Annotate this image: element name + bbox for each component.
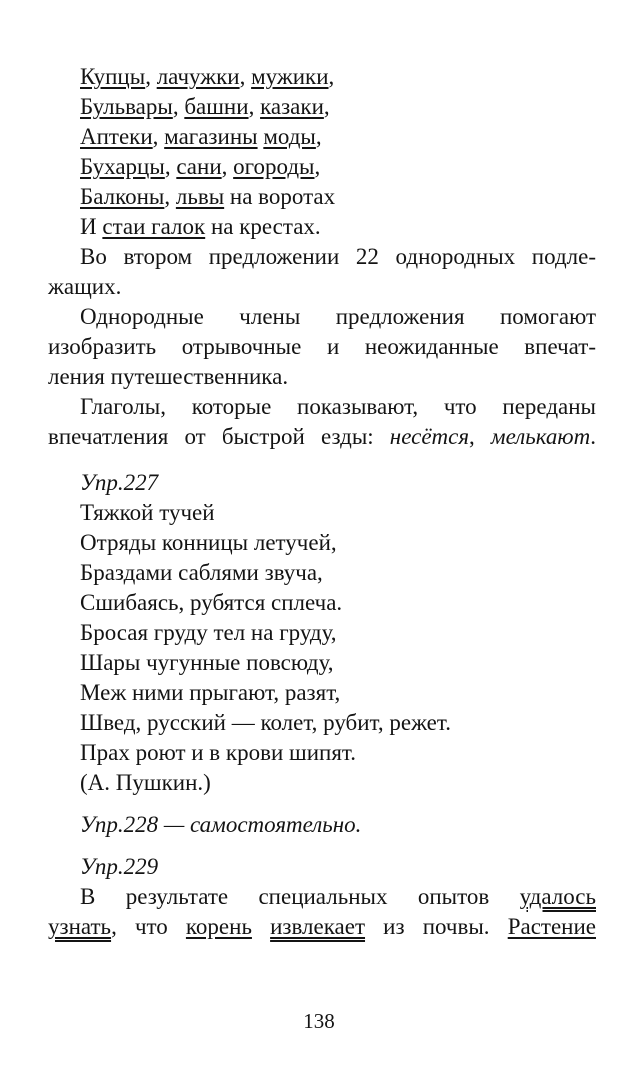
punct: ,	[221, 154, 234, 179]
subject-word: лачужки	[156, 64, 240, 89]
paragraph-line	[48, 422, 596, 452]
subject-word: казаки	[260, 94, 324, 119]
page-body	[48, 62, 596, 942]
punct: ,	[164, 184, 176, 209]
subject-word: магазины	[164, 124, 258, 149]
paragraph-verbs	[48, 392, 596, 452]
punct: ,	[248, 94, 261, 119]
poem-line: Шары чугунные повсюду,	[80, 650, 334, 675]
predicate-word: извлекает	[270, 914, 366, 939]
paragraph-line: ления путешественника.	[48, 364, 289, 389]
poem-line: Браздами саблями звуча,	[80, 560, 323, 585]
punct: ,	[145, 64, 157, 89]
punct: ,	[328, 64, 335, 89]
subject-word: Бульвары	[80, 94, 173, 119]
punct: ,	[239, 64, 252, 89]
poem-line: Отряды конницы летучей,	[80, 530, 337, 555]
poem-line: Прах роют и в крови шипят.	[80, 740, 356, 765]
paragraph-line: Во втором предложении 22 однородных подле-	[80, 244, 596, 269]
subject-word: корень	[185, 914, 252, 939]
text: В результате специальных опытов	[80, 884, 520, 909]
poem-1-line-4	[48, 152, 596, 182]
poem-line: Бросая груду тел на груду,	[80, 620, 337, 645]
predicate-word: удалось	[519, 884, 596, 909]
poem-line: Тяжкой тучей	[80, 500, 215, 525]
verb-italic: мелькают	[490, 424, 591, 449]
paragraph-line: изобразить отрывочные и неожиданные впечат-	[48, 334, 596, 359]
poem-line: Швед, русский — колет, рубит, режет.	[80, 710, 451, 735]
spacer	[48, 452, 596, 468]
paragraph-subjects	[48, 242, 596, 302]
punct: ,	[164, 154, 177, 179]
paragraph-line: жащих.	[48, 274, 122, 299]
text	[252, 914, 270, 939]
exercise-heading: Упр.229	[80, 854, 159, 879]
line-tail: на крестах.	[205, 214, 321, 239]
poem-line: Меж ними прыгают, разят,	[80, 680, 341, 705]
text: впечатления от быстрой езды:	[48, 424, 390, 449]
punct: ,	[323, 94, 330, 119]
subject-word: Балконы	[80, 184, 165, 209]
verb-italic: несётся	[389, 424, 470, 449]
spacer	[48, 840, 596, 852]
subject-word: стаи галок	[102, 214, 206, 239]
exercise-heading: Упр.227	[80, 470, 159, 495]
line-head: И	[80, 214, 103, 239]
poem-1-line-5	[48, 182, 596, 212]
subject-word: сани	[176, 154, 222, 179]
subject-word: мужики	[251, 64, 329, 89]
punct: ,	[315, 124, 322, 149]
spacer	[48, 798, 596, 810]
exercise-229	[48, 852, 596, 942]
subject-word: башни	[184, 94, 249, 119]
line-tail: на воротах	[224, 184, 336, 209]
subject-word: Аптеки	[80, 124, 153, 149]
poem-1-line-1	[48, 62, 596, 92]
subject-word: Растение	[507, 914, 596, 939]
paragraph-homogeneous	[48, 302, 596, 392]
paragraph-line: Однородные члены предложения помогают	[80, 304, 596, 329]
paragraph-line: Глаголы, которые показывают, что переданы	[80, 394, 596, 419]
paragraph-line	[48, 882, 596, 912]
punct: .	[590, 424, 596, 449]
punct: ,	[152, 124, 165, 149]
text: , что	[111, 914, 186, 939]
exercise-228-heading: Упр.228 — самостоятельно.	[80, 812, 362, 837]
punct: ,	[172, 94, 185, 119]
poem-1-line-6	[48, 212, 596, 242]
poem-1	[48, 62, 596, 242]
exercise-227	[48, 468, 596, 798]
page-number: 138	[303, 1009, 335, 1033]
predicate-word: узнать	[48, 914, 112, 939]
punct: ,	[314, 154, 321, 179]
subject-word: львы	[175, 184, 225, 209]
subject-word: огороды	[233, 154, 315, 179]
poem-1-line-2	[48, 92, 596, 122]
subject-word: моды	[263, 124, 316, 149]
subject-word: Бухарцы	[80, 154, 165, 179]
poem-line: Сшибаясь, рубятся сплеча.	[80, 590, 343, 615]
punct: ,	[469, 424, 491, 449]
text: из почвы.	[365, 914, 508, 939]
paragraph-line	[48, 912, 596, 942]
subject-word: Купцы	[80, 64, 146, 89]
poem-author: (А. Пушкин.)	[80, 770, 211, 795]
poem-1-line-3	[48, 122, 596, 152]
